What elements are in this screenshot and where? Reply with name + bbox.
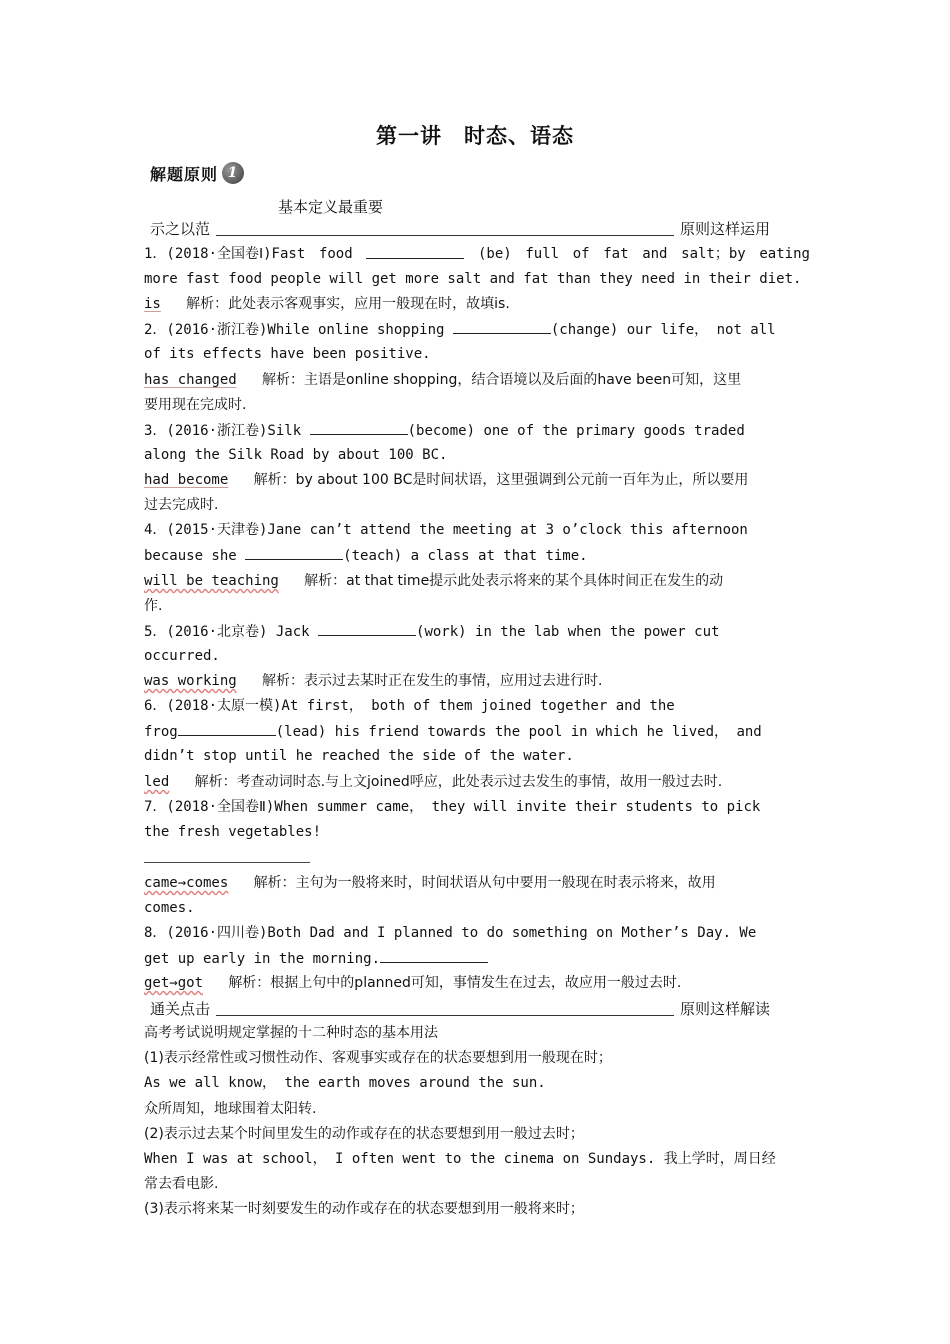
- answer-blank[interactable]: [453, 321, 551, 334]
- question-4-answer-line: [144, 573, 810, 589]
- question-2-answer-line: [144, 372, 810, 388]
- page-title: 第一讲 时态、语态: [376, 124, 574, 148]
- answer-blank[interactable]: [366, 246, 464, 259]
- question-3-analysis-cont: 过去完成时.: [144, 497, 219, 513]
- analysis-text: 解析：表示过去某时正在发生的事情，应用过去进行时.: [262, 673, 603, 689]
- answer-blank[interactable]: [310, 422, 408, 435]
- answer-blank[interactable]: [178, 723, 276, 736]
- section-rule: [216, 1015, 674, 1016]
- answer-text: had become: [144, 472, 229, 488]
- question-6-line-2: frog (lead) his friend towards the pool in which he lived， and: [144, 724, 762, 740]
- question-7-answer-line: [144, 875, 810, 891]
- analysis-text: 解析：at that time提示此处表示将来的某个具体时间正在发生的动: [304, 573, 724, 589]
- rule-2: (2)表示过去某个时间里发生的动作或存在的状态要想到用一般过去时；: [144, 1126, 584, 1142]
- section-heading: [150, 160, 244, 186]
- rule-2-translation: 常去看电影.: [144, 1176, 219, 1192]
- rule-3: (3)表示将来某一时刻要发生的动作或存在的状态要想到用一般将来时；: [144, 1201, 584, 1217]
- question-4-analysis-cont: 作.: [144, 598, 163, 614]
- question-6-answer-line: [144, 774, 810, 790]
- answer-blank[interactable]: [318, 623, 416, 636]
- answer-text: get→got: [144, 975, 204, 991]
- answer-text: will be teaching: [144, 573, 279, 589]
- question-8-line-2: get up early in the morning.: [144, 950, 810, 967]
- question-2-line-2: of its effects have been positive.: [144, 346, 431, 362]
- question-1-line-1: 1．(2018·全国卷Ⅰ)Fast food (be) full of fat and salt；by eating: [144, 246, 810, 262]
- rules-intro: 高考考试说明规定掌握的十二种时态的基本用法: [144, 1025, 438, 1041]
- answer-text: came→comes: [144, 875, 229, 891]
- question-3-line-1: 3．(2016·浙江卷)Silk (become) one of the primary goods traded: [144, 423, 745, 439]
- answer-text: is: [144, 296, 161, 312]
- question-6-line-3: didn’t stop until he reached the side of the water.: [144, 748, 574, 764]
- answer-blank[interactable]: [245, 547, 343, 560]
- question-5-line-2: occurred.: [144, 648, 220, 664]
- question-4-line-1: 4．(2015·天津卷)Jane can’t attend the meeting at 3 o’clock this afternoon: [144, 522, 748, 538]
- rule-2-example: When I was at school， I often went to the cinema on Sundays. 我上学时，周日经: [144, 1151, 776, 1167]
- section-row-rules: [150, 998, 770, 1019]
- rule-1-example: As we all know， the earth moves around the sun.: [144, 1075, 546, 1091]
- question-7-line-2: the fresh vegetables!: [144, 824, 322, 840]
- question-1-answer-line: [144, 296, 810, 312]
- section-rule: [216, 235, 674, 236]
- subtitle: 基本定义最重要: [278, 198, 384, 216]
- analysis-text: 解析：根据上句中的planned可知，事情发生在过去，故应用一般过去时.: [228, 975, 682, 991]
- answer-text: led: [144, 774, 170, 790]
- section-left-label: 通关点击: [150, 1000, 211, 1018]
- analysis-text: 解析：考查动词时态.与上文joined呼应，此处表示过去发生的事情，故用一般过去时.: [194, 774, 723, 790]
- question-5-answer-line: [144, 673, 810, 689]
- question-2-line-1: 2．(2016·浙江卷)While online shopping (change) our life， not all: [144, 322, 776, 338]
- section-right-label: 原则这样解读: [679, 1000, 770, 1018]
- question-4-line-2: because she (teach) a class at that time.: [144, 548, 588, 564]
- analysis-text: 解析：此处表示客观事实，应用一般现在时，故填is.: [186, 296, 510, 312]
- rule-1: (1)表示经常性或习惯性动作、客观事实或存在的状态要想到用一般现在时；: [144, 1050, 612, 1066]
- question-6-line-1: 6．(2018·太原一模)At first， both of them joined together and the: [144, 698, 675, 714]
- section-right-label: 原则这样运用: [679, 220, 770, 238]
- question-7-line-1: 7．(2018·全国卷Ⅱ)When summer came， they will invite their students to pick: [144, 799, 761, 815]
- question-3-line-2: along the Silk Road by about 100 BC.: [144, 447, 448, 463]
- answer-blank-line[interactable]: [144, 862, 310, 863]
- answer-blank[interactable]: [380, 950, 488, 963]
- answer-text: was working: [144, 673, 237, 689]
- question-5-line-1: 5．(2016·北京卷) Jack (work) in the lab when the power cut: [144, 624, 720, 640]
- number-badge-icon: 1: [222, 162, 244, 184]
- question-8-line-1: 8．(2016·四川卷)Both Dad and I planned to do something on Mother’s Day. We: [144, 925, 757, 941]
- analysis-text: 解析：主句为一般将来时，时间状语从句中要用一般现在时表示将来，故用: [253, 875, 716, 891]
- question-2-analysis-cont: 要用现在完成时.: [144, 397, 247, 413]
- heading-label: 解题原则: [150, 164, 219, 184]
- rule-1-translation: 众所周知，地球围着太阳转.: [144, 1101, 317, 1117]
- question-8-answer-line: [144, 975, 810, 991]
- question-7-analysis-cont: comes.: [144, 900, 195, 916]
- question-3-answer-line: [144, 472, 810, 488]
- question-1-line-2: more fast food people will get more salt and fat than they need in their diet.: [144, 271, 802, 287]
- analysis-text: 解析：主语是online shopping，结合语境以及后面的have been可知，这里: [262, 372, 742, 388]
- analysis-text: 解析：by about 100 BC是时间状语，这里强调到公元前一百年为止，所以要用: [253, 472, 749, 488]
- section-left-label: 示之以范: [150, 220, 211, 238]
- answer-text: has changed: [144, 372, 237, 388]
- section-row-examples: [150, 218, 770, 239]
